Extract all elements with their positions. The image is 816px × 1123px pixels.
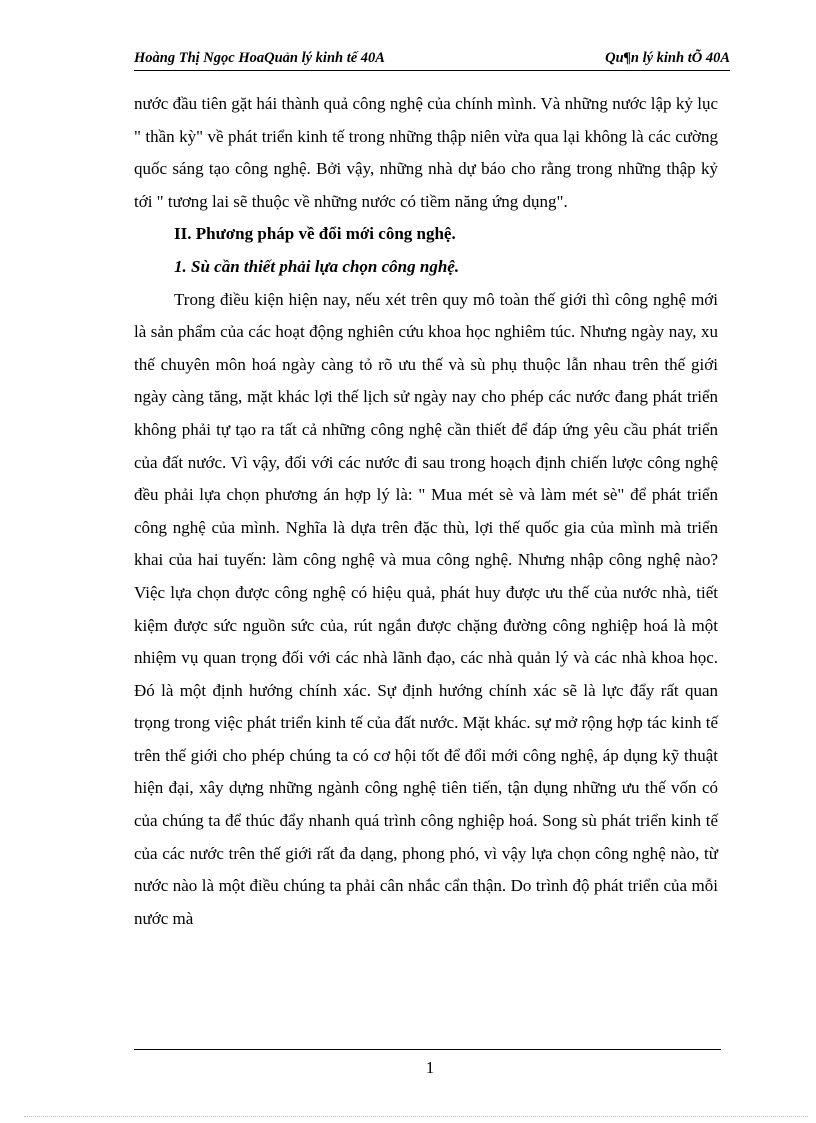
section-heading: II. Phương pháp về đổi mới công nghệ. [174, 224, 456, 244]
page-number: 1 [425, 1058, 435, 1077]
document-body [134, 88, 718, 935]
page-bottom-border [24, 1116, 808, 1117]
header-right-text: Qu¶n lý kinh tÕ 40A [605, 50, 730, 66]
header-left-text: Hoàng Thị Ngọc HoaQuản lý kinh tế 40A [134, 50, 385, 66]
page-header [134, 50, 730, 71]
subsection-heading: 1. Sù cần thiết phải lựa chọn công nghệ. [174, 256, 460, 276]
intro-paragraph: nước đầu tiên gặt hái thành quả công nghệ của chính mình. Và những nước lập kỷ lục " thần kỳ" về phát triển kinh tế trong những thập niên vừa qua lại không là các cường quốc sáng tạo công nghệ. Bởi vậy, những nhà dự báo cho rằng trong những thập kỷ tới " tương lai sẽ thuộc về những nước có tiềm năng ứng dụng". [134, 94, 718, 211]
footer-divider [134, 1049, 721, 1050]
main-paragraph: Trong điều kiện hiện nay, nếu xét trên quy mô toàn thế giới thì công nghệ mới là sản phẩm của các hoạt động nghiên cứu khoa học nghiêm túc. Nhưng ngày nay, xu thế chuyên môn hoá ngày càng tỏ rõ ưu thế và sù phụ thuộc lẫn nhau trên thế giới ngày càng tăng, mặt khác lợi thế lịch sử ngày nay cho phép các nước đang phát triển không phải tự tạo ra tất cả những công nghệ cần thiết để đáp ứng yêu cầu phát triển của đất nước. Vì vậy, đối với các nước đi sau trong hoạch định chiến lược công nghệ đều phải lựa chọn phương án hợp lý là: " Mua mét sè và làm mét sè" để phát triển công nghệ của mình. Nghĩa là dựa trên đặc thù, lợi thế quốc gia của mình mà triển khai của hai tuyến: làm công nghệ và mua công nghệ. Nhưng nhập công nghệ nào? Việc lựa chọn được công nghệ có hiệu quả, phát huy được ưu thế của nước nhà, tiết kiệm được sức nguồn sức của, rút ngắn được chặng đường công nghiệp hoá là một nhiệm vụ quan trọng đối với các nhà lãnh đạo, các nhà quản lý và các nhà khoa học. Đó là một định hướng chính xác. Sự định hướng chính xác sẽ là lực đẩy rất quan trọng trong việc phát triển kinh tế của đất nước. Mặt khác. sự mở rộng hợp tác kinh tế trên thế giới cho phép chúng ta có cơ hội tốt để đổi mới công nghệ, áp dụng kỹ thuật hiện đại, xây dựng những ngành công nghệ tiên tiến, tận dụng những ưu thế vốn có của chúng ta để thúc đẩy nhanh quá trình công nghiệp hoá. Song sù phát triển kinh tế của các nước trên thế giới rất đa dạng, phong phó, vì vậy lựa chọn công nghệ nào, từ nước nào là một điều chúng ta phải cân nhắc cẩn thận. Do trình độ phát triển của mỗi nước mà [134, 289, 718, 928]
